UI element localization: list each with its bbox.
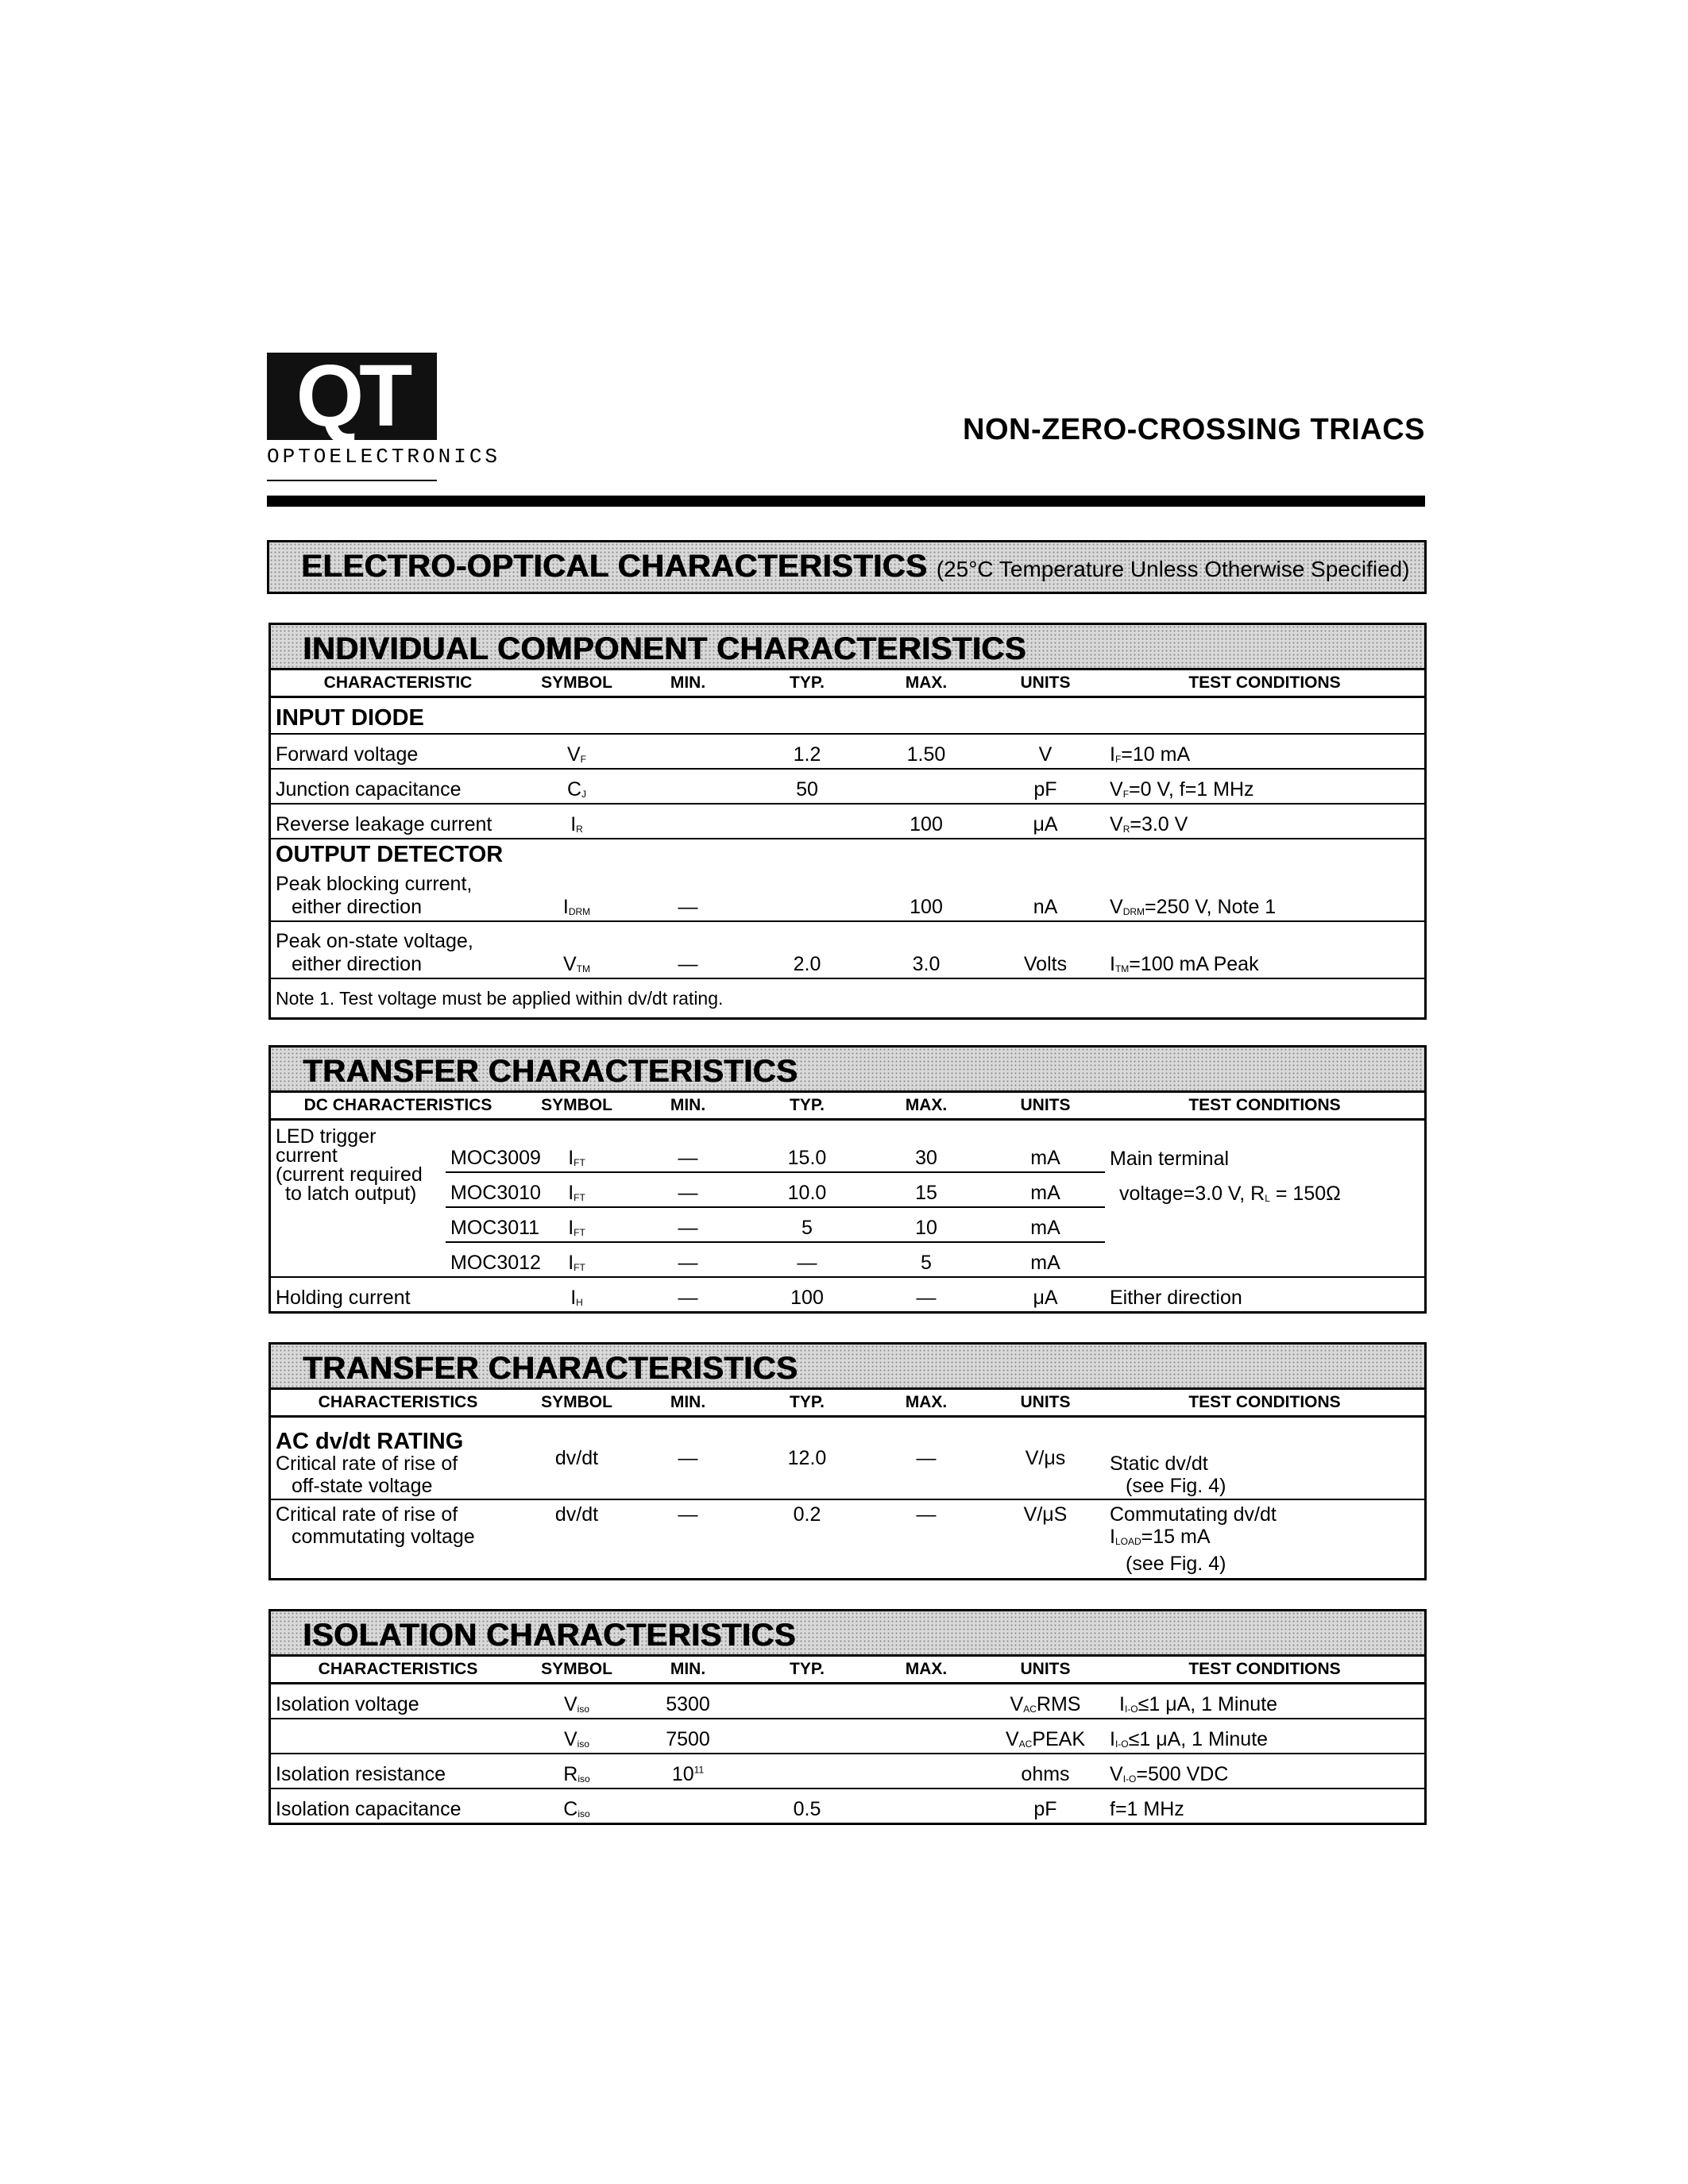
table-row — [271, 870, 1424, 921]
table-cell — [525, 1684, 628, 1719]
table-cell — [1105, 1719, 1424, 1754]
cell-text: I — [1110, 743, 1115, 766]
table-cell — [1105, 870, 1424, 921]
individual-component-section — [268, 623, 1427, 1020]
table-cell: 100 — [867, 870, 986, 921]
subscript: AC — [1018, 1738, 1033, 1750]
table-cell: Isolation resistance — [271, 1754, 525, 1788]
table-cell: Volts — [986, 921, 1105, 978]
table-cell: Isolation capacitance — [276, 1798, 462, 1820]
table-cell: dv/dt — [554, 1503, 599, 1526]
cell-text: I — [568, 1147, 574, 1169]
footnote-row — [271, 978, 1424, 1017]
table-cell: 7500 — [628, 1719, 747, 1754]
cell-text: =100 mA Peak — [1129, 953, 1259, 975]
table-cell: 12.0 — [747, 1417, 867, 1500]
column-header: SYMBOL — [525, 670, 628, 697]
table-cell: OUTPUT DETECTOR — [276, 842, 504, 867]
table-cell: nA — [986, 870, 1105, 921]
table-header — [271, 1657, 1424, 1684]
cell-text: either direction — [292, 896, 422, 918]
table-cell: — — [678, 1503, 698, 1526]
column-header: MAX. — [867, 1657, 986, 1684]
subscript: FT — [574, 1157, 585, 1168]
section-title: TRANSFER CHARACTERISTICS — [303, 1054, 798, 1089]
column-header: CHARACTERISTICS — [271, 1657, 525, 1684]
table-cell — [525, 870, 628, 921]
banner-subtitle: (25°C Temperature Unless Otherwise Specified) — [936, 557, 1410, 581]
table-cell: mA — [986, 1242, 1105, 1277]
cell-text: =15 mA — [1141, 1526, 1211, 1548]
column-header: CHARACTERISTICS — [271, 1390, 525, 1417]
transfer-dc-section — [268, 1045, 1427, 1314]
logo-subtitle: OPTOELECTRONICS — [267, 445, 501, 469]
cell-text: Commutating dv/dt — [1110, 1503, 1277, 1526]
subscript: iso — [577, 1773, 590, 1785]
column-header: DC CHARACTERISTICS — [271, 1093, 525, 1120]
table-cell: 15 — [867, 1172, 986, 1207]
subscript: R — [576, 824, 583, 835]
subscript: DRM — [568, 906, 591, 917]
table-cell — [628, 1788, 747, 1823]
table-cell: MOC3010 — [446, 1172, 525, 1207]
table-cell: — — [916, 1503, 937, 1526]
subscript: TM — [1114, 963, 1130, 974]
header-rule — [267, 496, 1425, 507]
cell-text: LED trigger current — [276, 1125, 377, 1167]
section-heading — [271, 625, 1424, 670]
table-cell — [986, 1719, 1105, 1754]
table-cell — [271, 1719, 525, 1754]
subscript: FT — [574, 1227, 585, 1238]
subscript: FT — [574, 1262, 585, 1273]
group-row — [271, 839, 1424, 870]
cell-text: off-state voltage — [292, 1475, 433, 1497]
table-row — [271, 769, 1424, 804]
table-cell: 0.5 — [793, 1798, 821, 1820]
page-title: NON-ZERO-CROSSING TRIACS — [963, 413, 1425, 446]
section-title: ISOLATION CHARACTERISTICS — [303, 1618, 796, 1653]
cell-text: =250 V, Note 1 — [1145, 896, 1277, 918]
section-heading — [271, 1611, 1424, 1657]
table-cell: — — [628, 1172, 747, 1207]
table-cell: Either direction — [1110, 1287, 1242, 1309]
table-cell — [1105, 1754, 1424, 1788]
table-cell — [271, 1120, 446, 1278]
column-header: MIN. — [628, 1093, 747, 1120]
table-cell — [525, 734, 628, 769]
cell-text: I — [1110, 953, 1115, 975]
table-cell — [1105, 1172, 1424, 1207]
cell-text: I — [1110, 1526, 1115, 1548]
transfer-dc-table — [271, 1093, 1424, 1311]
cell-text: =500 VDC — [1136, 1763, 1229, 1785]
table-cell: — — [678, 1287, 698, 1309]
table-cell — [1105, 1417, 1424, 1500]
table-row — [271, 1120, 1424, 1173]
table-cell: INPUT DIODE — [271, 697, 1424, 735]
table-row — [271, 1684, 1424, 1719]
table-cell — [867, 1788, 986, 1823]
table-cell: Main terminal — [1110, 1148, 1230, 1170]
table-cell — [1105, 1499, 1424, 1578]
cell-text: C — [566, 778, 582, 801]
cell-text: V — [563, 1728, 577, 1750]
column-header: CHARACTERISTIC — [271, 670, 525, 697]
qt-logo — [267, 347, 501, 469]
table-cell — [525, 804, 628, 839]
isolation-section — [268, 1609, 1427, 1825]
cell-text: V — [563, 1693, 577, 1715]
column-header: SYMBOL — [525, 1390, 628, 1417]
cell-text: commutating voltage — [292, 1526, 475, 1548]
table-cell: 30 — [867, 1120, 986, 1173]
column-header: TEST CONDITIONS — [1105, 1093, 1424, 1120]
column-header: UNITS — [986, 670, 1105, 697]
cell-text: =0 V, f=1 MHz — [1129, 778, 1254, 801]
table-cell: μA — [986, 804, 1105, 839]
table-cell: f=1 MHz — [1110, 1798, 1184, 1820]
cell-text: =10 mA — [1121, 743, 1191, 766]
cell-text: ≤1 μA, 1 Minute — [1128, 1728, 1269, 1750]
table-cell — [867, 1684, 986, 1719]
table-cell — [525, 769, 628, 804]
table-cell: V/μs — [986, 1417, 1105, 1500]
subscript: F — [1122, 789, 1130, 800]
subscript: R — [1122, 824, 1130, 835]
cell-text: Critical rate of rise of — [276, 1453, 458, 1475]
table-cell: Junction capacitance — [271, 769, 525, 804]
table-cell: MOC3009 — [446, 1120, 525, 1173]
cell-text: voltage=3.0 V, R — [1119, 1183, 1265, 1205]
column-header: MAX. — [867, 670, 986, 697]
table-cell: Isolation voltage — [271, 1684, 525, 1719]
table-cell: Reverse leakage current — [271, 804, 525, 839]
table-cell: — — [628, 870, 747, 921]
table-cell — [1105, 804, 1424, 839]
table-row — [271, 804, 1424, 839]
column-header: TYP. — [747, 1390, 867, 1417]
table-cell: — — [628, 1207, 747, 1242]
cell-text: I — [1110, 1728, 1115, 1750]
cell-text: C — [563, 1798, 578, 1820]
table-cell: 15.0 — [747, 1120, 867, 1173]
table-cell — [747, 1719, 867, 1754]
table-cell: pF — [1033, 1798, 1057, 1820]
table-cell: — — [628, 1120, 747, 1173]
column-header: UNITS — [986, 1093, 1105, 1120]
table-cell — [525, 921, 628, 978]
table-row — [271, 921, 1424, 978]
table-cell — [628, 804, 747, 839]
table-cell: 100 — [790, 1287, 824, 1309]
subscript: I-O — [1122, 1773, 1137, 1785]
table-cell: 2.0 — [747, 921, 867, 978]
table-cell — [525, 1788, 628, 1823]
isolation-table — [271, 1657, 1424, 1823]
table-cell: 50 — [747, 769, 867, 804]
cell-text: Critical rate of rise of — [276, 1503, 458, 1526]
banner-title: ELECTRO-OPTICAL CHARACTERISTICS — [301, 549, 928, 584]
subscript: AC — [1023, 1704, 1037, 1715]
table-cell — [1105, 734, 1424, 769]
table-cell — [525, 1719, 628, 1754]
table-header — [271, 1093, 1424, 1120]
table-cell — [1105, 1207, 1424, 1242]
table-cell: 3.0 — [867, 921, 986, 978]
table-row — [271, 1277, 1424, 1311]
cell-text: V — [1010, 1693, 1024, 1715]
subscript: DRM — [1122, 906, 1145, 917]
table-cell — [525, 1754, 628, 1788]
table-cell — [1105, 769, 1424, 804]
cell-text: =3.0 V — [1130, 813, 1188, 835]
subscript: LOAD — [1114, 1536, 1141, 1547]
table-cell: ohms — [986, 1754, 1105, 1788]
table-cell: pF — [986, 769, 1105, 804]
cell-text: Peak blocking current, — [276, 873, 473, 895]
table-cell — [867, 769, 986, 804]
column-header: TEST CONDITIONS — [1105, 1657, 1424, 1684]
section-heading — [271, 1345, 1424, 1390]
cell-text: V — [1110, 778, 1123, 801]
table-cell: — — [916, 1287, 937, 1309]
table-row — [271, 1719, 1424, 1754]
table-cell — [867, 1754, 986, 1788]
table-cell: mA — [986, 1207, 1105, 1242]
table-cell: Note 1. Test voltage must be applied within dv/dt rating. — [276, 987, 724, 1009]
cell-text: Static dv/dt — [1110, 1453, 1208, 1475]
cell-text: R — [563, 1763, 578, 1785]
cell-text: I — [568, 1252, 574, 1274]
table-cell: 1.50 — [867, 734, 986, 769]
table-cell: V — [986, 734, 1105, 769]
cell-text — [271, 1657, 1424, 1823]
column-header: TYP. — [747, 670, 867, 697]
subscript: iso — [577, 1738, 590, 1750]
superscript: 11 — [693, 1764, 705, 1776]
table-cell — [525, 1207, 628, 1242]
column-header: TYP. — [747, 1093, 867, 1120]
table-cell: 1.2 — [747, 734, 867, 769]
table-cell — [628, 769, 747, 804]
cell-text — [271, 1093, 1424, 1311]
cell-text: to latch output) — [285, 1183, 417, 1205]
table-cell: — — [867, 1417, 986, 1500]
table-cell: μA — [1033, 1287, 1058, 1309]
transfer-ac-section — [268, 1342, 1427, 1580]
column-header: TEST CONDITIONS — [1105, 1390, 1424, 1417]
column-header: MAX. — [867, 1390, 986, 1417]
individual-table — [271, 670, 1424, 1017]
cell-text: I — [562, 896, 569, 918]
cell-text: 10 — [671, 1763, 694, 1785]
table-cell — [628, 734, 747, 769]
table-cell — [747, 1754, 867, 1788]
cell-text: V — [562, 953, 577, 975]
table-cell — [1105, 921, 1424, 978]
table-row — [271, 1788, 1424, 1823]
logo-mark: QT — [267, 353, 437, 440]
cell-text: V — [1005, 1728, 1019, 1750]
subscript: F — [1114, 754, 1122, 765]
cell-text: I — [570, 1287, 577, 1309]
column-header: TEST CONDITIONS — [1105, 670, 1424, 697]
table-cell — [271, 1417, 525, 1500]
table-cell — [271, 870, 525, 921]
table-cell — [628, 1754, 747, 1788]
table-cell: dv/dt — [525, 1417, 628, 1500]
logo-underline — [267, 480, 437, 481]
section-heading — [271, 1048, 1424, 1093]
table-cell: — — [628, 1242, 747, 1277]
table-row — [271, 1417, 1424, 1500]
cell-text: either direction — [292, 953, 422, 975]
table-cell — [867, 1719, 986, 1754]
table-cell: — — [747, 1242, 867, 1277]
table-cell: MOC3011 — [446, 1207, 525, 1242]
cell-text: (current required — [276, 1163, 423, 1186]
table-cell: 10 — [867, 1207, 986, 1242]
cell-text — [1110, 1526, 1420, 1553]
group-row — [271, 697, 1424, 735]
cell-text: AC dv/dt RATING — [276, 1429, 464, 1454]
subscript: iso — [577, 1704, 590, 1715]
cell-text: V — [1110, 1763, 1123, 1785]
cell-text: PEAK — [1032, 1728, 1086, 1750]
column-header: MIN. — [628, 670, 747, 697]
table-cell: V/μS — [1023, 1503, 1068, 1526]
table-cell: Forward voltage — [271, 734, 525, 769]
table-cell: mA — [986, 1120, 1105, 1173]
table-cell: — — [628, 1417, 747, 1500]
cell-text: V — [566, 743, 581, 766]
column-header: MIN. — [628, 1657, 747, 1684]
column-header: UNITS — [986, 1390, 1105, 1417]
cell-text — [271, 670, 1424, 1017]
cell-text: I — [568, 1217, 574, 1239]
table-row — [271, 1499, 1424, 1578]
table-cell: 5 — [867, 1242, 986, 1277]
cell-text: = 150Ω — [1269, 1183, 1341, 1205]
cell-text: RMS — [1036, 1693, 1081, 1715]
subscript: L — [1265, 1193, 1270, 1204]
subscript: I-O — [1124, 1704, 1138, 1715]
table-row — [271, 1754, 1424, 1788]
table-cell: 0.2 — [793, 1503, 821, 1526]
table-cell — [747, 870, 867, 921]
table-cell — [986, 1684, 1105, 1719]
subscript: iso — [577, 1808, 590, 1819]
table-row — [271, 734, 1424, 769]
subscript: I-O — [1114, 1738, 1129, 1750]
column-header: MIN. — [628, 1390, 747, 1417]
column-header: TYP. — [747, 1657, 867, 1684]
electro-optical-banner — [267, 540, 1427, 594]
table-header — [271, 1390, 1424, 1417]
table-cell: 10.0 — [747, 1172, 867, 1207]
table-cell — [1105, 1242, 1424, 1277]
subscript: H — [576, 1297, 583, 1308]
transfer-ac-table — [271, 1390, 1424, 1578]
table-cell — [271, 921, 525, 978]
table-cell: — — [628, 921, 747, 978]
table-cell: 5 — [747, 1207, 867, 1242]
table-cell — [525, 1277, 628, 1311]
subscript: J — [581, 789, 587, 800]
section-title: TRANSFER CHARACTERISTICS — [303, 1351, 798, 1386]
cell-text: I — [1119, 1693, 1125, 1715]
cell-text: I — [570, 813, 577, 835]
table-cell — [747, 804, 867, 839]
subscript: FT — [574, 1192, 585, 1203]
cell-text: (see Fig. 4) — [1126, 1475, 1226, 1497]
cell-text — [271, 1390, 1424, 1578]
table-cell: mA — [986, 1172, 1105, 1207]
table-cell — [1105, 1684, 1424, 1719]
table-cell — [271, 1499, 525, 1578]
cell-text: I — [568, 1182, 574, 1204]
cell-text: Peak on-state voltage, — [276, 930, 473, 952]
table-cell: Holding current — [276, 1287, 411, 1309]
column-header: UNITS — [986, 1657, 1105, 1684]
column-header: SYMBOL — [525, 1093, 628, 1120]
cell-text: ≤1 μA, 1 Minute — [1138, 1693, 1278, 1715]
table-cell: 5300 — [628, 1684, 747, 1719]
table-cell: MOC3012 — [446, 1242, 525, 1277]
table-header — [271, 670, 1424, 697]
cell-text: (see Fig. 4) — [1126, 1553, 1226, 1575]
column-header: MAX. — [867, 1093, 986, 1120]
section-title: INDIVIDUAL COMPONENT CHARACTERISTICS — [303, 631, 1026, 666]
subscript: F — [580, 754, 587, 765]
column-header: SYMBOL — [525, 1657, 628, 1684]
table-cell — [747, 1684, 867, 1719]
cell-text: V — [1110, 896, 1123, 918]
table-cell: 100 — [867, 804, 986, 839]
subscript: TM — [576, 963, 590, 974]
cell-text: V — [1110, 813, 1123, 835]
